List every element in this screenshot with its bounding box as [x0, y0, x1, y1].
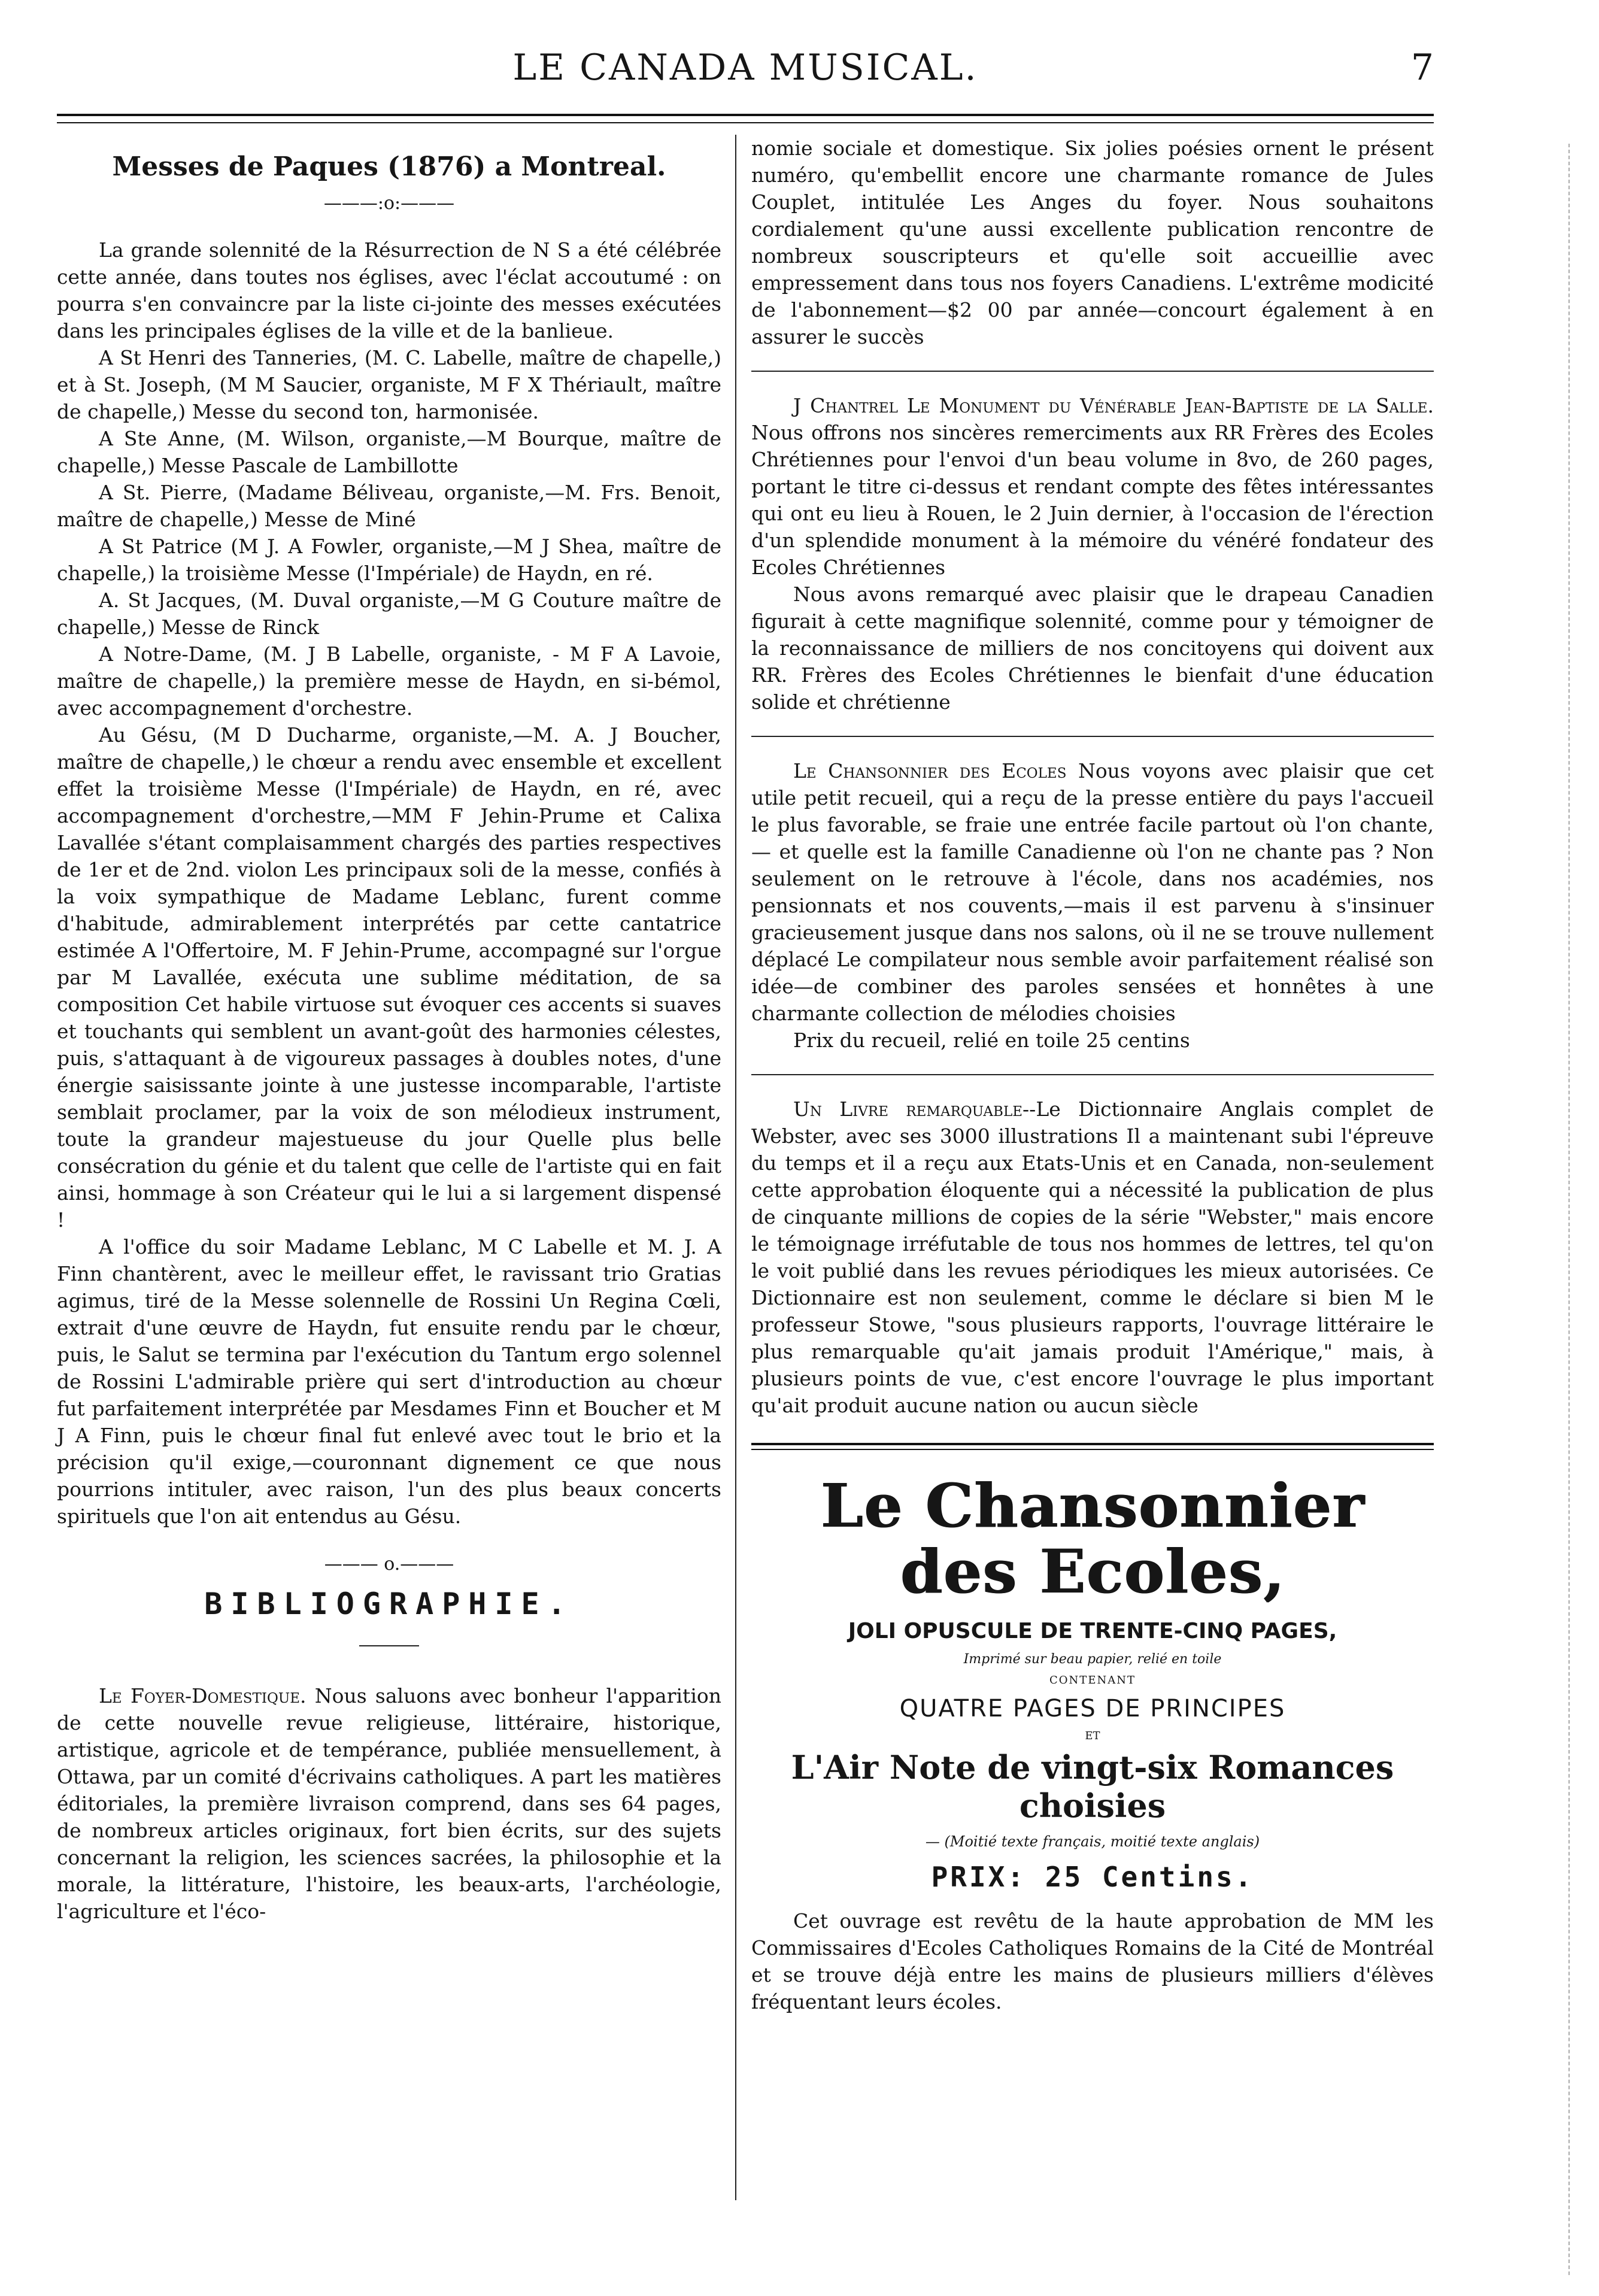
paragraph: A St Henri des Tanneries, (M. C. Labelle, maître de chapelle,) et à St. Joseph, (M M Saucier, organiste, M F X Thériault, maître de chapelle,) Messe du second ton, harmonisée. [57, 346, 721, 423]
header-rule [57, 114, 1434, 116]
review-text: Nous voyons avec plaisir que cet utile petit recueil, qui a reçu de la presse entière du pays l'accueil le plus favorable, se fraie une entrée facile partout où l'on chante, — et quelle est la famille Canadienne où l'on ne chante pas ? Non seulement on le retrouve à l'école, dans nos académies, nos pensionnats et nos couvents,—mais il est parvenu à s'insinuer gracieusement jusque dans nos salons, où il ne se trouve nullement déplacé Le compilateur nous semble avoir parfaitement réalisé son idée—de combiner des paroles sensées et honnêtes à une charmante collection de mélodies choisies [751, 759, 1434, 1025]
review-text: --Le Dictionnaire Anglais complet de Webster, avec ses 3000 illustrations Il a maintenant subi l'épreuve du temps et il a reçu aux Etats-Unis et en Canada, non-seulement cette approbation éloquente qui a nécessité la publication de plus de cinquante millions de copies de la série "Webster," mais encore le témoignage irréfutable de tous nos hommes de lettres, tel qu'on le voit publié dans les revues périodiques les mieux autorisées. Ce Dictionnaire est non seulement, comme le déclare si bien M le professeur Stowe, "sous plusieurs rapports, l'ouvrage littéraire le plus remarquable qu'ait jamais produit l'Amérique," mais, à plusieurs points de vue, c'est encore l'ouvrage le plus important qu'ait produit aucune nation ou aucun siècle [751, 1097, 1434, 1417]
paragraph: Au Gésu, (M D Ducharme, organiste,—M. A. J Boucher, maître de chapelle,) le chœur a rendu avec ensemble et excellent effet la troisième Messe (l'Impériale) de Haydn, en ré, avec accompagnement d'orchestre,—MM F Jehin-Prume et Calixa Lavallée s'étant complaisamment chargés des parties respectives de 1er et de 2nd. violon Les principaux soli de la messe, confiés à la voix sympathique de Madame Leblanc, furent comme d'habitude, admirablement interprétés par cette cantatrice estimée A l'Offertoire, M. F Jehin-Prume, accompagné sur l'orgue par M Lavallée, exécuta une sublime méditation, de sa composition Cet habile virtuose sut évoquer ces accents si suaves et touchants qui semblent un avant-goût des harmonies célestes, puis, s'attaquant à de vigoureux passages à doubles notes, d'une énergie saisissante jointe à une justesse incomparable, l'artiste semblait proclamer, par la voix de son mélodieux instrument, toute la grandeur majestueuse du jour Quelle plus belle consécration du génie et du talent que celle de l'artiste qui en fait ainsi, hommage à son Créateur qui le lui a si largement dispensé ! [57, 723, 721, 1232]
review-foyer-continued: nomie sociale et domestique. Six jolies poésies ornent le présent numéro, qu'embellit encore une charmante romance de Jules Couplet, intitulée Les Anges du foyer. Nous souhaitons cordialement qu'une aussi excellente publication rencontre de nombreux souscripteurs et qu'elle soit accueillie avec empressement dans tous nos foyers Canadiens. L'extrême modicité de l'abonnement—$2 00 par année—concourt également à en assurer le succès [751, 137, 1434, 348]
review-text: Nous saluons avec bonheur l'apparition de cette nouvelle revue religieuse, littéraire, historique, artistique, agricole et de tempérance, publiée mensuellement, à Ottawa, par un comité d'écrivains catholiques. A part les matières éditoriales, la première livraison comprend, dans ses 64 pages, de nombreux articles originaux, fort bien écrits, sur des sujets concernant la religion, les sciences sacrées, la philosophie et la morale, la littérature, l'histoire, les beaux-arts, l'archéologie, l'agriculture et l'éco- [57, 1684, 721, 1923]
header-rule-thin [57, 122, 1434, 123]
section-title-bibliographie: BIBLIOGRAPHIE. [204, 1587, 574, 1621]
review-chantrel [751, 392, 1434, 581]
advert-air-note: L'Air Note de vingt-six Romances choisies [791, 1748, 1394, 1825]
advert-principes: QUATRE PAGES DE PRINCIPES [899, 1695, 1286, 1722]
review-lead: Le Foyer-Domestique. [99, 1684, 307, 1707]
paragraph: A Notre-Dame, (M. J B Labelle, organiste, - M F A Lavoie, maître de chapelle,) la première messe de Haydn, en si-bémol, avec accompagnement d'orchestre. [57, 642, 721, 720]
paragraph: Nous avons remarqué avec plaisir que le drapeau Canadien figurait à cette magnifique solennité, comme pour y témoigner de la reconnaissance de milliers de nos concitoyens qui doivent aux RR. Frères des Ecoles Chrétiennes le bienfait d'une éducation solide et chrétienne [751, 583, 1434, 714]
page-number: 7 [1410, 47, 1434, 89]
left-column [57, 135, 721, 1925]
article-separator: ———:o:——— [323, 193, 455, 214]
paragraph: La grande solennité de la Résurrection de N S a été célébrée cette année, dans toutes nos églises, avec l'éclat accoutumé : on pourra s'en convaincre par la liste ci-jointe des messes exécutées dans les principales églises de la ville et de la banlieue. [57, 238, 721, 342]
advert-contenant: CONTENANT [1049, 1674, 1136, 1687]
advert-printed-line: Imprimé sur beau papier, relié en toile [963, 1652, 1222, 1667]
journal-title: LE CANADA MUSICAL. [512, 47, 978, 89]
advert-price: PRIX: 25 Centins. [931, 1861, 1254, 1893]
paragraph: A. St Jacques, (M. Duval organiste,—M G Couture maître de chapelle,) Messe de Rinck [57, 589, 721, 639]
column-divider [735, 135, 736, 2200]
review-webster [751, 1096, 1434, 1419]
block-rule [751, 736, 1434, 737]
advert-et: ET [1085, 1730, 1100, 1742]
short-rule [359, 1645, 419, 1646]
article-title: Messes de Paques (1876) a Montreal. [112, 151, 666, 182]
advert-subtitle: JOLI OPUSCULE DE TRENTE-CINQ PAGES, [848, 1619, 1337, 1643]
section-separator: ——— o.——— [324, 1554, 454, 1575]
review-text: Nous offrons nos sincères remerciments aux RR Frères des Ecoles Chrétiennes pour l'envoi d'un beau volume in 8vo, de 260 pages, portant le titre ci-dessus et rendant compte des fêtes intéressantes qui ont eu lieu à Rouen, le 2 Juin dernier, à l'occasion de l'érection d'un splendide monument à la mémoire du vénéré fondateur des Ecoles Chrétiennes [751, 421, 1434, 579]
advert-rule [751, 1443, 1434, 1445]
review-lead: J Chantrel Le Monument du Vénérable Jean-Baptiste de la Salle. [793, 394, 1434, 417]
advert-rule-thin [751, 1449, 1434, 1450]
review-chansonnier [751, 757, 1434, 1027]
running-head [57, 47, 1434, 101]
review-foyer-domestique [57, 1682, 721, 1925]
block-rule [751, 371, 1434, 372]
right-column [751, 135, 1434, 2015]
paragraph: A l'office du soir Madame Leblanc, M C Labelle et M. J. A Finn chantèrent, avec le meilleur effet, le ravissant trio Gratias agimus, tiré de la Messe solennelle de Rossini Un Regina Cœli, extrait d'une œuvre de Haydn, fut ensuite rendu par le chœur, puis, le Salut se termina par l'exécution du Tantum ergo solennel de Rossini L'admirable prière qui sert d'introduction au chœur fut parfaitement interprétée par Mesdames Finn et Boucher et M J A Finn, puis le chœur final fut enlevé avec tout le brio et la précision qu'il exige,—couronnant dignement ce que nous pourrions intituler, avec raison, l'un des plus beaux concerts spirituels que l'on ait entendus au Gésu. [57, 1235, 721, 1528]
advert-text: Cet ouvrage est revêtu de la haute approbation de MM les Commissaires d'Ecoles Catholiques Romains de la Cité de Montréal et se trouve déjà entre les mains de plusieurs milliers d'élèves fréquentant leurs écoles. [751, 1909, 1434, 2013]
block-rule [751, 1074, 1434, 1075]
review-lead: Le Chansonnier des Ecoles [793, 759, 1067, 782]
advert-title: Le Chansonnier des Ecoles, [820, 1470, 1365, 1607]
review-lead: Un Livre remarquable [793, 1097, 1023, 1121]
advert-language-note: — (Moitié texte français, moitié texte anglais) [925, 1833, 1260, 1850]
paragraph: A St Patrice (M J. A Fowler, organiste,—M J Shea, maître de chapelle,) la troisième Messe (l'Impériale) de Haydn, en ré. [57, 535, 721, 585]
advertisement [751, 1470, 1434, 2015]
margin-bleed-mark [1568, 144, 1571, 2275]
paragraph: A Ste Anne, (M. Wilson, organiste,—M Bourque, maître de chapelle,) Messe Pascale de Lambillotte [57, 427, 721, 477]
price-line: Prix du recueil, relié en toile 25 centins [793, 1029, 1190, 1052]
paragraph: A St. Pierre, (Madame Béliveau, organiste,—M. Frs. Benoit, maître de chapelle,) Messe de Miné [57, 481, 721, 531]
